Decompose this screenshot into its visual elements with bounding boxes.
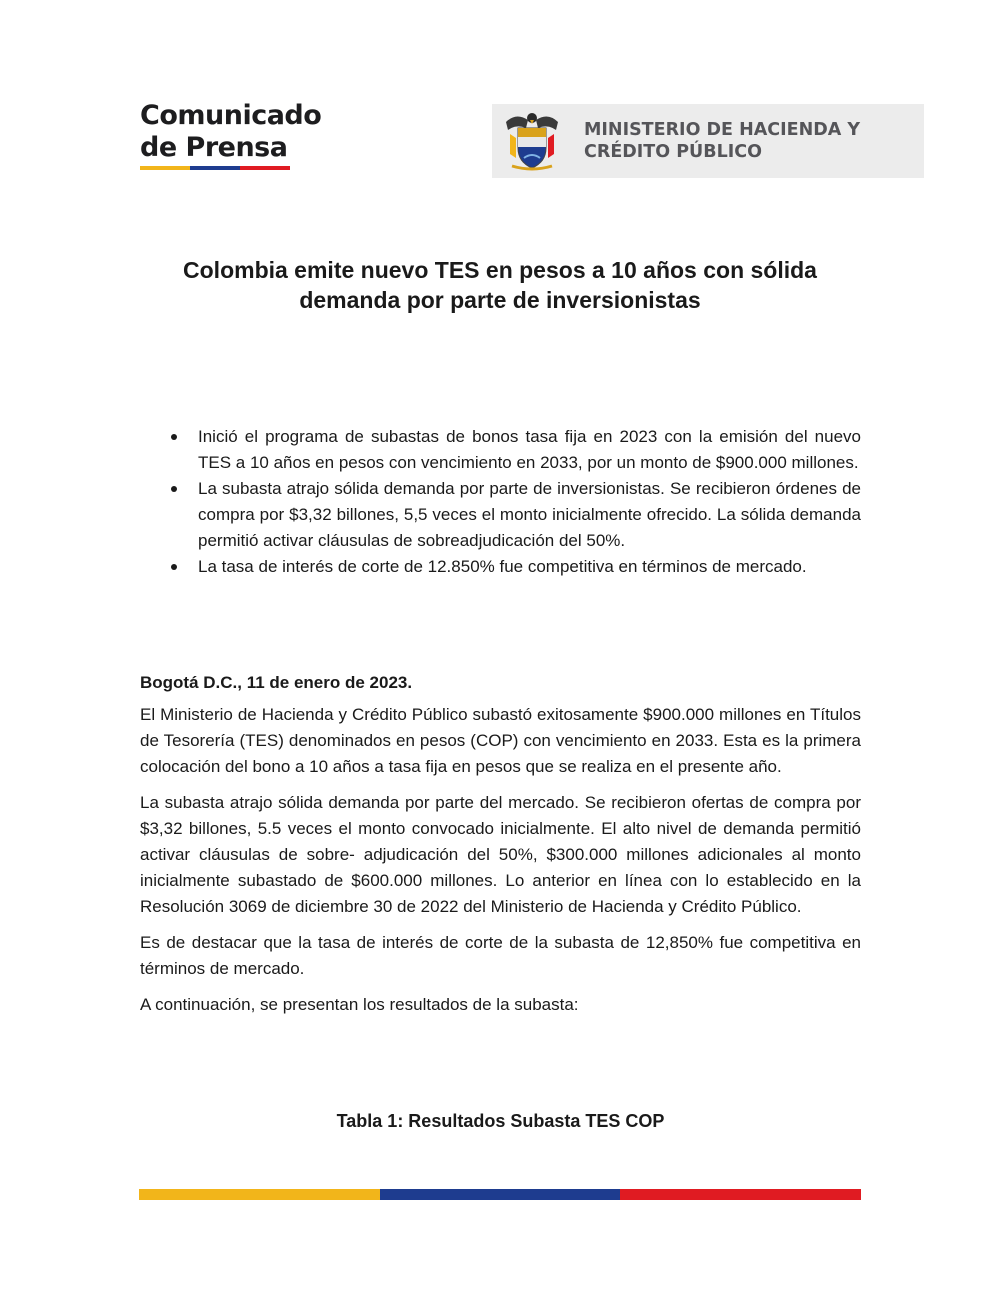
bullet-item — [140, 476, 861, 554]
press-release-logo — [140, 100, 321, 170]
bullet-dot-icon — [171, 486, 177, 492]
bullet-text: La subasta atrajo sólida demanda por parte de inversionistas. Se recibieron órdenes de compra por $3,32 billones, 5,5 veces el monto inicialmente ofrecido. La sólida demanda permitió activar cláusulas de sobreadjudicación del 50%. — [198, 479, 861, 550]
headline-line1: Colombia emite nuevo TES en pesos a 10 años con sólida — [183, 257, 817, 283]
bullet-text: Inició el programa de subastas de bonos tasa fija en 2023 con la emisión del nuevo TES a 10 años en pesos con vencimiento en 2033, por un monto de $900.000 millones. — [198, 427, 861, 472]
ministry-name — [584, 119, 860, 163]
dateline: Bogotá D.C., 11 de enero de 2023. — [140, 673, 413, 692]
ministry-name-line1: MINISTERIO DE HACIENDA Y — [584, 120, 861, 140]
flag-stripe-small — [140, 166, 290, 170]
flag-stripe-footer — [139, 1189, 861, 1200]
bullet-dot-icon — [171, 434, 177, 440]
table-caption: Tabla 1: Resultados Subasta TES COP — [336, 1111, 665, 1131]
paragraph: La subasta atrajo sólida demanda por parte del mercado. Se recibieron ofertas de compra por $3,32 billones, 5.5 veces el monto convocado inicialmente. El alto nivel de demanda permitió activar cláusulas de sobre- adjudicación del 50%, $300.000 millones adicionales al monto inicialmente subastado de $600.000 millones. Lo anterior en línea con lo establecido en la Resolución 3069 de diciembre 30 de 2022 del Ministerio de Hacienda y Crédito Público. — [140, 793, 861, 916]
ministry-name-line2: CRÉDITO PÚBLICO — [584, 142, 762, 162]
bullet-item — [140, 554, 861, 580]
bullet-dot-icon — [171, 564, 177, 570]
press-label-line1: Comunicado — [140, 100, 322, 131]
headline-line2: demanda por parte de inversionistas — [299, 287, 701, 313]
bullet-text: La tasa de interés de corte de 12.850% fue competitiva en términos de mercado. — [198, 557, 807, 576]
press-label-line2: de Prensa — [140, 132, 288, 163]
bullet-item — [140, 424, 861, 476]
coat-of-arms-icon — [502, 108, 562, 174]
paragraph: El Ministerio de Hacienda y Crédito Público subastó exitosamente $900.000 millones en Títulos de Tesorería (TES) denominados en pesos (COP) con vencimiento en 2033. Esta es la primera colocación del bono a 10 años a tasa fija en pesos que se realiza en el presente año. — [140, 705, 861, 776]
headline — [140, 255, 860, 315]
summary-bullets — [140, 424, 861, 580]
ministry-logo — [492, 104, 924, 178]
paragraph: Es de destacar que la tasa de interés de corte de la subasta de 12,850% fue competitiva en términos de mercado. — [140, 933, 861, 978]
paragraph: A continuación, se presentan los resultados de la subasta: — [140, 995, 579, 1014]
article-body — [140, 670, 861, 1028]
